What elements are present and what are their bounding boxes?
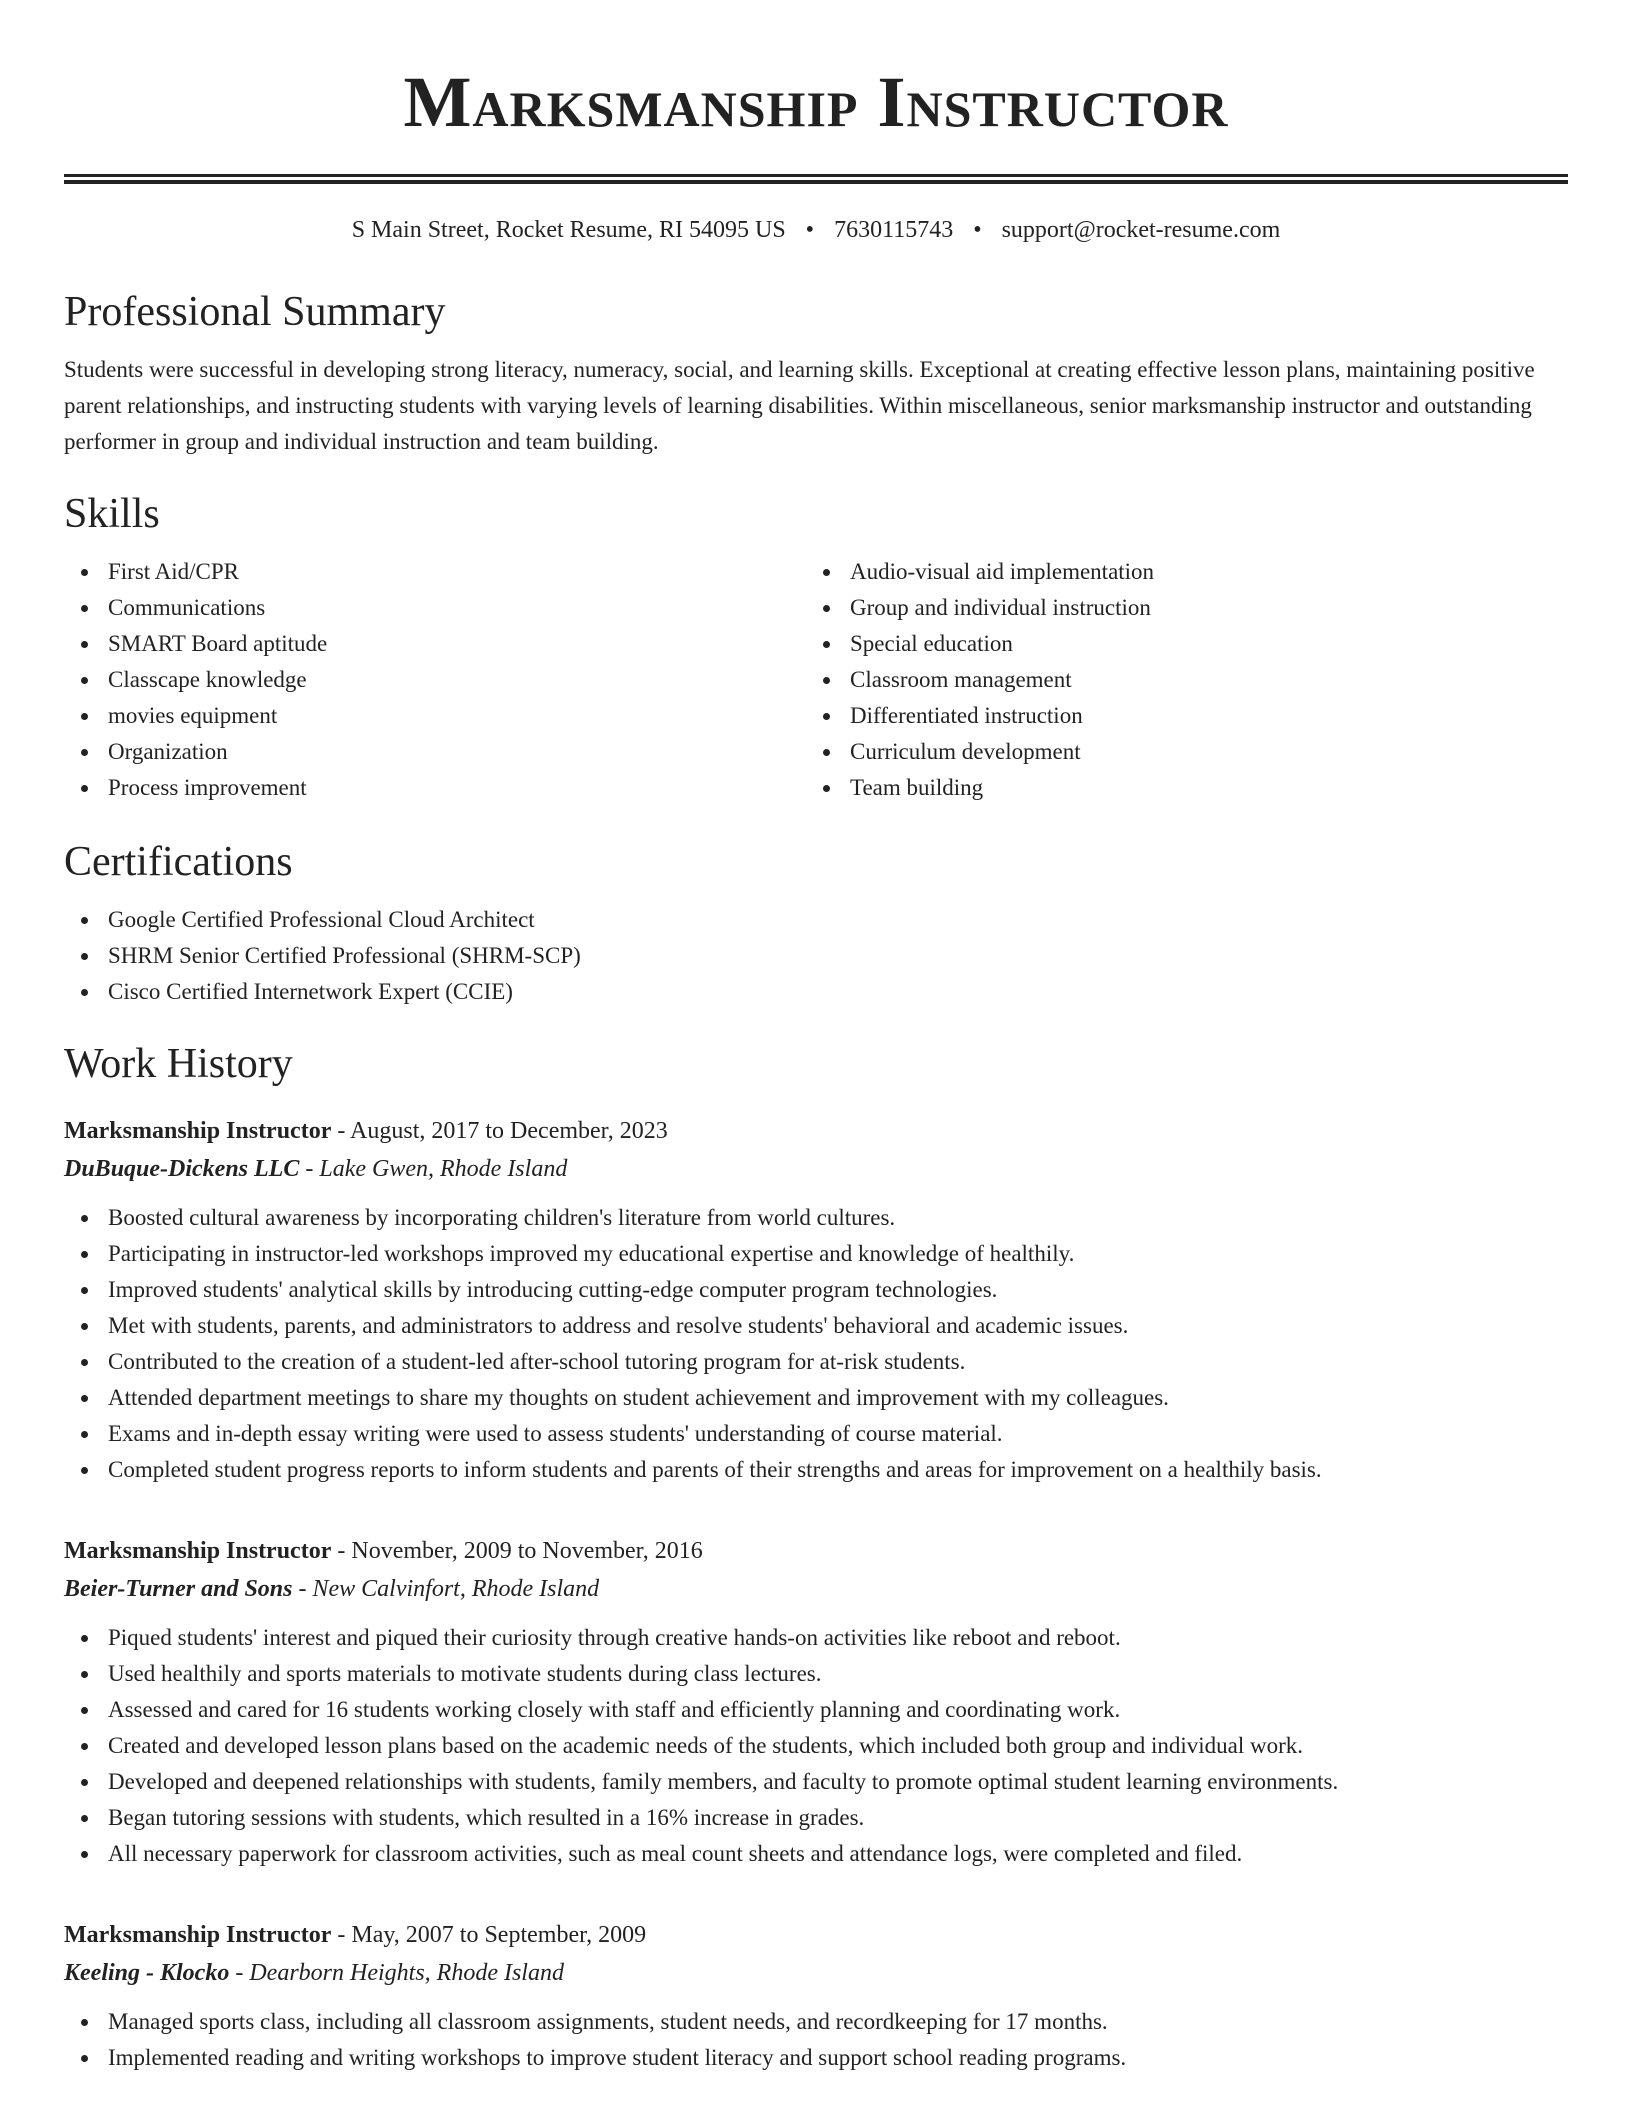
job-dates: May, 2007 to September, 2009 — [351, 1922, 647, 1948]
certification-item: Cisco Certified Internetwork Expert (CCIE) — [64, 974, 1568, 1010]
job-title-line — [64, 1532, 1568, 1570]
job-bullet: Began tutoring sessions with students, which resulted in a 16% increase in grades. — [64, 1800, 1568, 1836]
job-entry — [64, 1916, 1568, 2076]
job-title-line — [64, 1112, 1568, 1150]
job-dates: November, 2009 to November, 2016 — [351, 1538, 703, 1564]
job-bullet: Completed student progress reports to inform students and parents of their strengths and areas for improvement on a healthily basis. — [64, 1452, 1568, 1488]
summary-heading: Professional Summary — [64, 289, 446, 335]
job-bullet: Improved students' analytical skills by introducing cutting-edge computer program technologies. — [64, 1272, 1568, 1308]
contact-separator: • — [973, 217, 982, 243]
job-dash: - — [298, 1576, 307, 1602]
job-company-line — [64, 1954, 1568, 1992]
job-bullet: Implemented reading and writing workshops to improve student literacy and support school reading programs. — [64, 2040, 1568, 2076]
skill-item: Classroom management — [806, 662, 1548, 698]
job-bullet: Met with students, parents, and administrators to address and resolve students' behavioral and academic issues. — [64, 1308, 1568, 1344]
contact-separator: • — [805, 217, 815, 243]
header-divider — [64, 174, 1568, 184]
skills-section — [64, 488, 1568, 806]
job-dash: - — [305, 1156, 314, 1182]
skill-item: Differentiated instruction — [806, 698, 1548, 734]
skills-list-right — [806, 554, 1548, 806]
job-company: Keeling - Klocko — [64, 1960, 230, 1986]
skill-item: Curriculum development — [806, 734, 1548, 770]
job-company-line — [64, 1570, 1568, 1608]
certification-item: Google Certified Professional Cloud Architect — [64, 902, 1568, 938]
job-location: Lake Gwen, Rhode Island — [319, 1156, 568, 1182]
job-bullet: Managed sports class, including all classroom assignments, student needs, and recordkeeping for 17 months. — [64, 2004, 1568, 2040]
job-bullet: Participating in instructor-led workshops improved my educational expertise and knowledge of healthily. — [64, 1236, 1568, 1272]
job-dates: August, 2017 to December, 2023 — [350, 1118, 668, 1144]
job-bullet-list — [64, 1200, 1568, 1488]
work-history-heading: Work History — [64, 1041, 293, 1087]
certification-item: SHRM Senior Certified Professional (SHRM-SCP) — [64, 938, 1568, 974]
skill-item: SMART Board aptitude — [64, 626, 806, 662]
job-bullet-list — [64, 2004, 1568, 2076]
job-bullet: Contributed to the creation of a student-led after-school tutoring program for at-risk students. — [64, 1344, 1568, 1380]
skill-item: Organization — [64, 734, 806, 770]
summary-section — [64, 286, 1568, 460]
job-dash: - — [337, 1538, 346, 1564]
skill-item: Process improvement — [64, 770, 806, 806]
skills-list-left — [64, 554, 806, 806]
skills-grid — [64, 554, 1568, 806]
job-bullet: Attended department meetings to share my thoughts on student achievement and improvement with my colleagues. — [64, 1380, 1568, 1416]
skill-item: Communications — [64, 590, 806, 626]
skill-item: Special education — [806, 626, 1548, 662]
job-company: DuBuque-Dickens LLC — [64, 1156, 300, 1182]
job-title: Marksmanship Instructor — [64, 1118, 332, 1144]
job-title: Marksmanship Instructor — [64, 1922, 332, 1948]
job-title-line — [64, 1916, 1568, 1954]
job-bullet: All necessary paperwork for classroom activities, such as meal count sheets and attendance logs, were completed and filed. — [64, 1836, 1568, 1872]
skill-item: Classcape knowledge — [64, 662, 806, 698]
job-entry — [64, 1112, 1568, 1488]
job-bullet: Developed and deepened relationships with students, family members, and faculty to promote optimal student learning environments. — [64, 1764, 1568, 1800]
job-company: Beier-Turner and Sons — [64, 1576, 293, 1602]
job-title: Marksmanship Instructor — [64, 1538, 332, 1564]
job-bullet: Created and developed lesson plans based on the academic needs of the students, which included both group and individual work. — [64, 1728, 1568, 1764]
skill-item: Audio-visual aid implementation — [806, 554, 1548, 590]
job-entry — [64, 1532, 1568, 1872]
job-bullet: Used healthily and sports materials to motivate students during class lectures. — [64, 1656, 1568, 1692]
job-dash: - — [235, 1960, 244, 1986]
certifications-list — [64, 902, 1568, 1010]
job-bullet: Piqued students' interest and piqued their curiosity through creative hands-on activities like reboot and reboot. — [64, 1620, 1568, 1656]
skill-item: Team building — [806, 770, 1548, 806]
resume-page — [64, 0, 1568, 2076]
job-bullet: Exams and in-depth essay writing were used to assess students' understanding of course material. — [64, 1416, 1568, 1452]
skill-item: Group and individual instruction — [806, 590, 1548, 626]
skill-item: movies equipment — [64, 698, 806, 734]
certifications-heading: Certifications — [64, 839, 293, 885]
contact-line — [64, 214, 1568, 246]
contact-address: S Main Street, Rocket Resume, RI 54095 US — [351, 217, 786, 243]
job-bullet: Boosted cultural awareness by incorporating children's literature from world cultures. — [64, 1200, 1568, 1236]
job-dash: - — [337, 1922, 346, 1948]
job-dash: - — [337, 1118, 346, 1144]
job-company-line — [64, 1150, 1568, 1188]
job-bullet: Assessed and cared for 16 students working closely with staff and efficiently planning and coordinating work. — [64, 1692, 1568, 1728]
job-location: Dearborn Heights, Rhode Island — [249, 1960, 564, 1986]
skills-heading: Skills — [64, 491, 160, 537]
job-bullet-list — [64, 1620, 1568, 1872]
certifications-section — [64, 836, 1568, 1010]
summary-text: Students were successful in developing strong literacy, numeracy, social, and learning skills. Exceptional at creating effective lesson plans, maintaining positive parent relationships, and instructing students with varying levels of learning disabilities. Within miscellaneous, senior marksmanship instructor and outstanding performer in group and individual instruction and team building. — [64, 357, 1535, 454]
job-location: New Calvinfort, Rhode Island — [312, 1576, 600, 1602]
contact-phone: 7630115743 — [834, 217, 954, 243]
resume-name: Marksmanship Instructor — [403, 62, 1229, 142]
contact-email: support@rocket-resume.com — [1001, 217, 1281, 243]
skill-item: First Aid/CPR — [64, 554, 806, 590]
work-history-section — [64, 1038, 1568, 2076]
